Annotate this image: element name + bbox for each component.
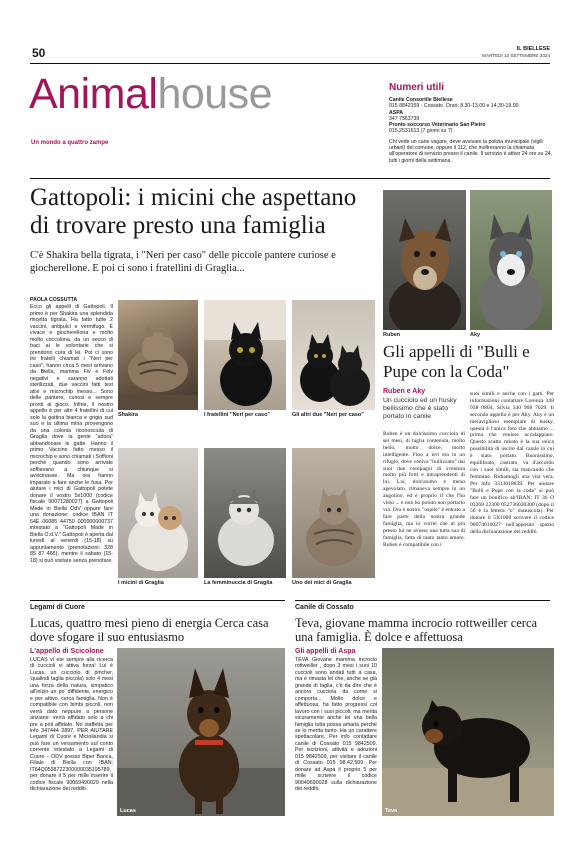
numeri-utili-heading: Numeri utili (389, 82, 445, 93)
masthead-animal: Animal (29, 70, 158, 118)
section-masthead (29, 70, 272, 118)
teva-label: Canile di Cossato (295, 604, 354, 611)
masthead-house: house (157, 70, 273, 118)
newspaper-name: IL BIELLESE (516, 46, 550, 52)
two-black-cats-icon (292, 300, 375, 410)
puppy-icon (383, 190, 466, 330)
photo-femminuccia-graglia (204, 448, 286, 578)
white-grey-cat-icon (204, 448, 286, 578)
bulli-col1: Ruben è un dolcissimo cucciolo di sei mesi, di taglia contenuta, molto bello, molto dolce, molto intelligente. Fino a ieri era in un rifugio, dove veniva "bullizzato" dai suoi due compagni di sventura molto più forti e intraprendenti di lui. Lui, dolcissimo e meno agevolato, rimaneva sempre in un angolino, ed è proprio il che l'ho visto ... e non ho potuto non portarlo via. Ora è nostro "ospite" è entrato a fare parte della nostra grande famiglia, ma io vorrei che al più presto lui ne avesse una tutta sua di famiglia, fatta di tanto tanto amore. Ruben è compatibile con i (383, 431, 465, 548)
photo-lucas (117, 648, 285, 816)
photo-micini-graglia (118, 448, 198, 578)
husky-icon (470, 190, 552, 330)
main-author: PAOLA COSSUTTA (30, 297, 78, 303)
lucas-body: LUCAS vi ete sempre alla ricerca di cuccioli vi attiva forza! Lui è Lucas, un cucciolo di pincher, 'qualindi taglia piccola) solo 4 mesi una forza della natura, simpatico all'inizio un po' diffidente, energico e per attivo, cerca famiglia. Non è compatibile con bimbi piccoli, non verrà dato neppure a persone anziane: verrà affidato solo a chi pre a poli affidato. No staffetta per info 347444 2897. PER AIUTARE Legami di Cuore e Micioilandia si può fare un versamento sul conto corrente intestato a Legami di Cuore – ODV presso Biper Banca, Filiale di Biella con IBAN: IT64Q0538722300000035195789, per donare il 5 per mille inserire il codice fiscale 90069490029 nella dichiarazione dei redditi. (30, 657, 113, 793)
teva-headline: Teva, giovane mamma incrocio rottweiller cerca una famiglia. È dolce e affettuosa (295, 616, 538, 644)
aspa-phone: 347 7563739 (389, 115, 420, 122)
bulli-col2: suoi simili e anche con i gatti. Per informazioni contattare Lorenza 348 938 0804, Silvia 340 908 7029. Il secondo appello è per Aky. Aky è un meraviglioso esemplare di husky, questa è l'unica foto che abbiamo ... prima che venisse accalappiato. Questo scatto rubato è la sua unica possibilità di uscire dal canile in cui è stato portato. Buonissimo, equilibrato, castrato, va d'accordo con i suoi simili, sta mancando che femmine. Ridiamogli una vita vera. Per info 3313018839. Per aiutare "Bulli e Pupe con la coda" si può fare un bonifico all'IBAN: IT 36 O 03268 22300 052736030300 (dopo il 56 è la lettera "o" maiuscola). Per donare il 5X1000 scrivere il codice 90074010027 nell'apposito spazio della dichiarazione dei redditi. (470, 391, 554, 536)
lucas-kicker: L'appello di Scicolone (30, 648, 104, 655)
bulli-kicker: Ruben e Aky (383, 388, 426, 395)
bottom-rule-right (295, 600, 550, 601)
photo-aky (470, 190, 552, 330)
photo-neri-per-caso (204, 300, 286, 410)
caption-uno-dei-mici: Uno dei mici di Graglia (292, 580, 352, 586)
photo-teva (382, 648, 554, 816)
page-number: 50 (32, 46, 46, 60)
caption-aky: Aky (470, 332, 481, 338)
canile-name: Canile Consortile Biellese (389, 97, 453, 103)
tabby-kitten-icon (292, 448, 375, 578)
teva-body: TEVA Giovane mamma incrocio rottweiller , dopo 3 mesi i suoi 10 cuccioli sono andati tutti a casa, ma è rimasta lei che, anche se già grande di taglia, c'è da dire che è ancora cucciola da come si comporta... Molto dolce e affettuosa, ha fatto progressi col lavoro con i suoi piccoli, ma merita sicuramente anche lei una bella famiglia tutta possa amarla perché se lo merita tanto. Ha un carattere spettacolare. Per info contattare canile di Cossato 015 9842509. Per iscrizioni, attività e adozioni 015 9842509, per visitare il canile di Cossato 015 98.42.509. Per donare ad Aspa il proprio 5 per mille scrivere il codice 90049690028 sulla dichiarazione dei redditi. (295, 657, 377, 793)
pronto-soccorso-phone: 015.2531613 (7 giorni su 7) (389, 128, 453, 135)
canile-details: 015 8842159 - Cossato. Orari: 8.30-13.00 e 14.30-19.00 (389, 103, 519, 110)
main-headline: Gattopoli: i micini che aspettano di trovare presto una famiglia (30, 184, 357, 239)
lucas-label: Legami di Cuore (30, 604, 85, 611)
caption-shakira: Shakira (118, 412, 138, 418)
caption-femminuccia-graglia: La femminuccia di Graglia (204, 580, 273, 586)
pronto-soccorso-name: Pronto soccorso Veterinario San Pietro (389, 122, 486, 129)
caption-lucas: Lucas (120, 808, 136, 814)
masthead-tagline: Un mondo a quattro zampe (31, 140, 109, 146)
teva-kicker: Gli appelli di Aspa (295, 648, 356, 655)
masthead-bottom-rule (30, 178, 550, 179)
photo-shakira (118, 300, 198, 410)
tabby-cat-icon (118, 300, 198, 410)
caption-ruben: Ruben (383, 332, 401, 338)
caption-micini-graglia: I micini di Graglia (118, 580, 164, 586)
pinscher-puppy-icon (117, 648, 285, 816)
lucas-headline: Lucas, quattro mesi pieno di energia Cerca casa dove sfogare il suo entusiasmo (30, 616, 269, 644)
black-cat-icon (204, 300, 286, 410)
caption-teva: Teva (385, 808, 398, 814)
rottweiler-icon (382, 648, 554, 816)
main-body: Ecco gli appelli di Gattopoli. Il primo è per Shakira una splendida micetta tigrata. Ha fatto tutte 2 vaccini, antipulci e vermifugo. È vivace e giocherellona e molto molto coccolona, da un secco di baci ai le volontarie che si prendono cura di lei. Poi ci sono tre fratelli chiamati i "Neri per caso", hanno circa 5 mesi arrivano da Biella, mamma Fiv e Felv negativi e saranno adottati sterilizzati, due vaccini fatti test ativi e microchip messo... Sono delle pantere, curiosi e sempre pronti al gioco. Infine, il nostro appello è per altri 4 fratellini di cui solo la gattina bianca e grigia sud suo e la ultima mina provengono da una colonia riconosciuta di Graglia dove la gente "adora" abbandonare le gatte. Hanno il primo Vaccino fatto messo il microchip e sono chiamati i Soffioni perché quando sono arrivate soffiavano a chiunque si avvicinasse. Ma ora hanno imparato a fare anche le fusa. Per aiutare i mici di Gattopoli potete donare il vostro 5x1000 (codice fiscale 90071280027) a Gattopoli Made in Biella OdV oppure fare una donazione: codice IBAN IT 64E 06085 44750 000000000737 intestato a "Gattopoli Made in Biella O.d.V." Gattopoli è aperta dal lunedì al venerdì (15-18) su appuntamento (prenotazioni: 328 85 87 465), mentre il sabato (15-18) si può visitare senza prenotare. (30, 304, 113, 564)
bulli-headline: Gli appelli di "Bulli e Pupe con la Coda" (383, 342, 530, 381)
caption-neri-per-caso: I fratellini "Neri per caso" (204, 412, 271, 418)
photo-uno-dei-mici (292, 448, 375, 578)
main-standfirst: C'è Shakira bella tigrata, i "Neri per caso" delle piccole pantere curiose e giocherellone. E poi ci sono i fratellini di Graglia... (30, 250, 336, 274)
bulli-subhead: Un cucciolo ed un husky bellissimo che è stato portato in canile (383, 397, 457, 421)
caption-altri-neri: Gli altri due "Neri per caso" (292, 412, 364, 418)
kittens-icon (118, 448, 198, 578)
photo-ruben (383, 190, 466, 330)
numeri-utili-box (389, 82, 554, 164)
aspa-name: ASPA (389, 109, 404, 116)
numeri-utili-note: Chi vede un cane vagare, deve avvisare la polizia municipale (vigili urbani) del comune, oppure il 112, che inoltreranno la chiamata all'operatore di servizio presso il canile. Il servizio è attivo 24 ore su 24, tutti i giorni della settimana. (389, 138, 553, 164)
photo-altri-neri (292, 300, 375, 410)
bottom-rule-left (30, 600, 285, 601)
page-date: MARTEDÌ 10 SETTEMBRE 2024 (482, 53, 550, 58)
top-rule (30, 63, 550, 64)
